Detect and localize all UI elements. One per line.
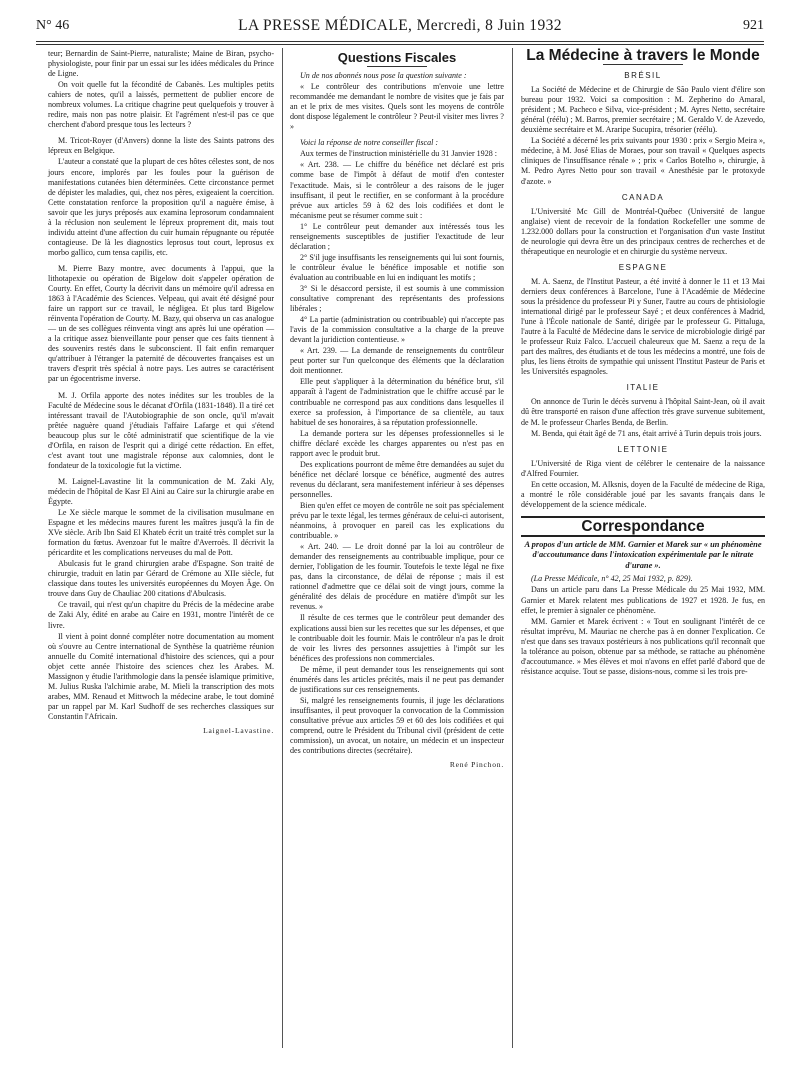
paragraph: M. Benda, qui était âgé de 71 ans, était arrivé à Turin depuis trois jours. xyxy=(531,428,762,438)
section-title: La Médecine à travers le Monde xyxy=(526,47,760,64)
country-heading: ESPAGNE xyxy=(618,262,668,272)
paragraph: MM. Garnier et Marek écrivent : « Tout en soulignant l'intérêt de ce résultat imprévu, M. Mauriac ne cherche pas à en donner l'explication. Ce n'est que dans ses travaux postérieurs à nos publications qu'il reconnaît que la tolérance au poison, obtenue par sa méthode, se rattache au phénomène d'accoutumance. » Mes élèves et moi n'avons en effet parlé d'abord que de résistance acquise. Tout se passe, disions-nous, comme si les trois pre- xyxy=(521,616,765,676)
correspondence-heading: A propos d'un article de MM. Garnier et Marek sur « un phénomène d'accoutumance dans l'intoxication expérimentale par le nitrate d'urane ». xyxy=(524,539,762,570)
column-divider-2 xyxy=(512,48,513,1048)
paragraph: On voit quelle fut la fécondité de Cabanès. Les multiples petits cahiers de notes, qu'il a laissés, permettent de publier encore de nombreux volumes. La critique chagrine peut quelquefois y trouver à redire, mais non pas notre plaisir. Et l'agrément n'est-il pas ce que cherchent d'abord presque tous les lecteurs ? xyxy=(48,80,274,130)
header-rule-top xyxy=(36,41,764,42)
paragraph: 3° Si le désaccord persiste, il est soumis à une commission consultative comprenant des représentants des professions libérales ; xyxy=(290,283,504,314)
paragraph: M. Laignel-Lavastine lit la communication de M. Zaki Aly, médecin de l'hôpital de Kasr El Aini au Caire sur la chirurgie arabe en Égypte. xyxy=(48,476,274,506)
paragraph: 1° Le contrôleur peut demander aux intéressés tous les renseignements susceptibles de justifier l'exactitude de leur déclaration ; xyxy=(290,221,504,251)
paragraph: L'Université de Riga vient de célébrer le centenaire de la naissance d'Alfred Fournier. xyxy=(521,458,765,478)
country-heading: BRÉSIL xyxy=(624,71,662,81)
paragraph: M. J. Orfila apporte des notes inédites sur les troubles de la Faculté de Médecine sous le décanat d'Orfila (1831-1848). Il a tiré cet intéressant travail de l'Autobiographie de son oncle, qu'il m'avait prêtée naguère quand j'étudiais l'affaire Lafarge et qui s'étend beaucoup plus sur le côté administratif que scientifique de la vie d'Orfila, en raison de l'esprit qui a dirigé cette rédaction. En effet, c'est avant tout une magistrale réponse aux calomnies, dont le fondateur de la toxicologie fut la victime. xyxy=(48,390,274,470)
paragraph: L'Université Mc Gill de Montréal-Québec (Université de langue anglaise) vient de recevoir de la fondation Rockefeller une somme de 1.232.000 dollars pour la construction et l'organisation d'un vaste Institut de neurologie qui devra être un des principaux centres de recherches et de thérapeutique en neurologie et en chirurgie du système nerveux. xyxy=(521,206,765,256)
paragraph: Aux termes de l'instruction ministérielle du 31 Janvier 1928 : xyxy=(300,149,497,159)
country-heading: LETTONIE xyxy=(617,444,669,454)
paragraph: Abulcasis fut le grand chirurgien arabe d'Espagne. Son traité de chirurgie, traduit en latin par Gérard de Crémone au XIIe siècle, fut classique dans toutes les universités européennes du Moyen Âge. On trouve dans Guy de Chauliac 200 citations d'Abulcasis. xyxy=(48,559,274,599)
paragraph: Elle peut s'appliquer à la détermination du bénéfice brut, s'il apparaît à l'agent de l'administration que le chiffre accusé par le contribuable ne correspond pas aux conditions dans lesquelles il exerce sa profession, à l'importance de sa clientèle, au taux habituel de ses honoraires, à sa réputation professionnelle. xyxy=(290,377,504,427)
country-heading: ITALIE xyxy=(626,383,660,393)
paragraph: « Art. 240. — Le droit donné par la loi au contrôleur de demander des renseignements au contribuable implique, pour ce dernier, l'obligation de les fournir. Toutefois le texte légal ne fixe pas, dans la circonstance, de délai de réponse ; mais il est rationnel d'admettre que ce délai soit de vingt jours, comme la généralité des délais de procédure en matière d'impôt sur les revenus. » xyxy=(290,542,504,612)
title-rule xyxy=(603,64,683,65)
header-rule-bottom xyxy=(36,44,764,45)
paragraph: « Art. 238. — Le chiffre du bénéfice net déclaré est pris comme base de l'impôt à défaut de motif d'en contester l'exactitude. Mais, si le contrôleur a des raisons de le juger insuffisant, il peut le rectifier, en se conformant à la procédure prévue aux articles 59 à 62 des lois codifiées et dont le mécanisme peut se résumer comme suit : xyxy=(290,160,504,220)
paragraph: En cette occasion, M. Alksnis, doyen de la Faculté de médecine de Riga, a montré le rôle considérable joué par les savants français dans le développement de la science médicale. xyxy=(521,479,765,509)
page-header xyxy=(36,14,764,40)
paragraph: La demande portera sur les dépenses professionnelles si le chiffre déclaré excède les charges apparentes ou n'est pas en rapport avec le produit brut. xyxy=(290,428,504,458)
column-3 xyxy=(521,49,765,678)
paragraph: Bien qu'en effet ce moyen de contrôle ne soit pas spécialement prévu par le texte légal, les termes généraux de celui-ci autorisent, néanmoins, à provoquer en pareil cas les explications du contribuable. » xyxy=(290,500,504,541)
paragraph: On annonce de Turin le décès survenu à l'hôpital Saint-Jean, où il avait dû être transporté en raison d'une affection très grave survenue subitement, de M. le professeur Charles Benda, de Berlin. xyxy=(521,397,765,427)
column-2 xyxy=(290,49,504,770)
question-intro: Un de nos abonnés nous pose la question suivante : xyxy=(300,71,467,81)
paragraph: Il vient à point donné compléter notre documentation au moment où s'ouvre au Centre international de Synthèse la quatrième réunion annuelle du Comité international d'histoire des sciences, qui a pour objet cette année l'histoire des sciences chez les Arabes. M. Massignon y étudie l'arithmologie dans la pensée islamique primitive, M. Julius Ruska l'alchimie arabe, M. Mieli la transcription des mots arabes, MM. Renaud et Mittwoch la médecine arabe, le tout dominé par un rappel par M. Karl Sudhoff de ses recherches classiques sur Constantin l'Africain. xyxy=(48,631,274,721)
correspondence-reference: (La Presse Médicale, n° 42, 25 Mai 1932, p. 829). xyxy=(531,574,693,584)
masthead: LA PRESSE MÉDICALE, Mercredi, 8 Juin 1932 xyxy=(238,17,562,34)
paragraph: 4° La partie (administration ou contribuable) qui n'accepte pas l'avis de la commission consultative a la charge de la preuve devant la juridiction contentieuse. » xyxy=(290,315,504,345)
page-number: 921 xyxy=(743,18,764,33)
paragraph: M. A. Saenz, de l'Institut Pasteur, a été invité à donner le 11 et 13 Mai derniers deux conférences à Barcelone, l'une à l'Académie de Médecine sous la présidence du professeur Pi y Suner, l'autre au cours de phtisiologie international dirigé par le professeur Sayé ; et deux conférences à Madrid, l'une à l'École nationale de Santé, dirigée par le professeur G. Pittaluga, l'autre à la Faculté de Médecine dans le service de microbiologie dirigé par le professeur Ruiz Falco. L'accueil chaleureux que M. Saenz a reçu de la part des maîtres, des étudiants et de tous les médecins a montré, une fois de plus, les liens étroits de sympathie qui unissent l'Institut Pasteur de Paris et les Universités espagnoles. xyxy=(521,276,765,377)
title-rule xyxy=(367,66,427,67)
paragraph: « Le contrôleur des contributions m'envoie une lettre recommandée me demandant le nombre de visites que je fais par an et le prix de mes visites. Quels sont les moyens de contrôle dont dispose légalement le contrôleur ? Peut-il visiter mes livres ? » xyxy=(290,82,504,132)
issue-number: N° 46 xyxy=(36,18,70,33)
paragraph: M. Pierre Bazy montre, avec documents à l'appui, que la lithotapexie ou opération de Bigelow doit s'appeler opération de Courty. En effet, Courty la décrivit dans un mémoire qu'il adressa en 1863 à l'Académie des Sciences. Velpeau, qui avait été désigné pour faire un rapport sur ce travail, le négligea. Et plus tard Bigelow réinventa l'opération de Courty. M. Bazy, qui observa un cas analogue — un de ses collègues réinventa vingt ans après lui une opération — a la critique assez bienveillante pour penser que ces faits tiennent à des souvenirs restés dans le subconscient. Il fait enfin remarquer qu'attribuer à l'étranger la paternité de découvertes françaises est un travers d'esprit très spécial à notre pays. Les autres se caractérisent par un égocentrisme inverse. xyxy=(48,263,274,384)
paragraph: L'auteur a constaté que la plupart de ces hôtes célestes sont, de nos jours encore, implorés par les foules pour la guérison de manifestations cutanées bien déterminées. Cette circonstance permet de dépister les maladies, qui, chez nos pères, exigeaient la coercition. Cette constatation renforce la proposition qu'il a naguère émise, à savoir que les jurys préposés aux examina leprosorum condamnaient à la réclusion non seulement le lépreux proprement dit, mais tout individu atteint d'une affection du cuir humain répugnante ou réputée contagieuse. De là les diagnostics leprosus tout court, leprosus ex morbo gallico, cum tensa capilis, etc. xyxy=(48,157,274,257)
paragraph: Voici la réponse de notre conseiller fiscal : xyxy=(300,138,439,148)
paragraph: Ce travail, qui n'est qu'un chapitre du Précis de la médecine arabe de Zaki Aly, édité en arabe au Caire en 1931, montre l'intérêt de ce livre. xyxy=(48,600,274,630)
column-1 xyxy=(48,49,274,736)
paragraph: Si, malgré les renseignements fournis, il juge les déclarations insuffisantes, il peut provoquer la convocation de la Commission consultative prévue aux articles 59 et 60 des lois codifiées et qui comprend, outre le Président du Tribunal civil (président de cette commission), un avocat, un notaire, un médecin et un inspecteur des contributions directes (secrétaire). xyxy=(290,695,504,756)
author-signature: René Pinchon. xyxy=(449,760,504,770)
paragraph: 2° S'il juge insuffisants les renseignements qui lui sont fournis, le contrôleur évalue le bénéfice imposable et notifie son évaluation au contribuable en lui en indiquant les motifs ; xyxy=(290,252,504,282)
paragraph: Le Xe siècle marque le sommet de la civilisation musulmane en Espagne et les médecins maures furent les maîtres jusqu'à la fin de XVe siècle. Arib Ibn Said El Khateb écrit un traité très complet sur la formation du fœtus. Avenzoar fut le maître d'Averroès. Il décrivit la péricardite et les complications nerveuses du mal de Pott. xyxy=(48,508,274,558)
section-title: Questions Fiscales xyxy=(337,50,457,65)
paragraph: La Société a décerné les prix suivants pour 1930 : prix « Sergio Meira », médecine, à M. José Elias de Moraes, pour son travail « Quelques aspects cliniques de l'insuffisance rénale » ; prix « Carlos Botelho », chirurgie, à M. Pedro Ayres Netto pour son travail « Anesthésie par le protoxyde d'azote. » xyxy=(521,136,765,186)
column-divider-1 xyxy=(282,48,283,1048)
paragraph: teur; Bernardin de Saint-Pierre, naturaliste; Maine de Biran, psycho-physiologiste, pour finir par un essai sur les idées médicales du Prince de Ligne. xyxy=(48,49,274,79)
paragraph: Des explications pourront de même être demandées au sujet du bénéfice net déclaré lorsque ce bénéfice, augmenté des autres revenus du déclarant, sera manifestement inférieur à ses dépenses personnelles. xyxy=(290,459,504,499)
paragraph: La Société de Médecine et de Chirurgie de São Paulo vient d'élire son bureau pour 1932. Voici sa composition : M. Zepherino do Amaral, président ; M. Pacheco e Silva, vice-président ; M. Ayres Netto, secrétaire général (réélu) ; M. Barros, premier secrétaire ; M. Geraldo V. de Azevedo, deuxième secrétaire et M. Araripe Sucupira, trésorier (réélu). xyxy=(521,85,765,135)
correspondence-title: Correspondance xyxy=(521,516,765,537)
paragraph: De même, il peut demander tous les renseignements qui sont énumérés dans les articles précités, mais il ne peut pas demander de justifications sur ces renseignements. xyxy=(290,664,504,694)
author-signature: Laignel-Lavastine. xyxy=(203,726,274,735)
paragraph: Dans un article paru dans La Presse Médicale du 25 Mai 1932, MM. Garnier et Marek relatent mes publications de 1927 et 1928. Je fus, en effet, le premier à signaler ce phénomène. xyxy=(521,585,765,615)
country-heading: CANADA xyxy=(621,192,665,202)
paragraph: « Art. 239. — La demande de renseignements du contrôleur peut porter sur l'un quelconque des éléments que la déclaration doit mentionner. xyxy=(290,346,504,376)
paragraph: Il résulte de ces termes que le contrôleur peut demander des explications aussi bien sur les recettes que sur les dépenses, et que le contribuable doit les fournir. Mais le contrôleur n'a pas le droit de voir les livres des personnes assujetties à l'impôt sur les bénéfices des professions non commerciales. xyxy=(290,613,504,663)
paragraph: M. Tricot-Royer (d'Anvers) donne la liste des Saints patrons des lépreux en Belgique. xyxy=(48,136,274,156)
